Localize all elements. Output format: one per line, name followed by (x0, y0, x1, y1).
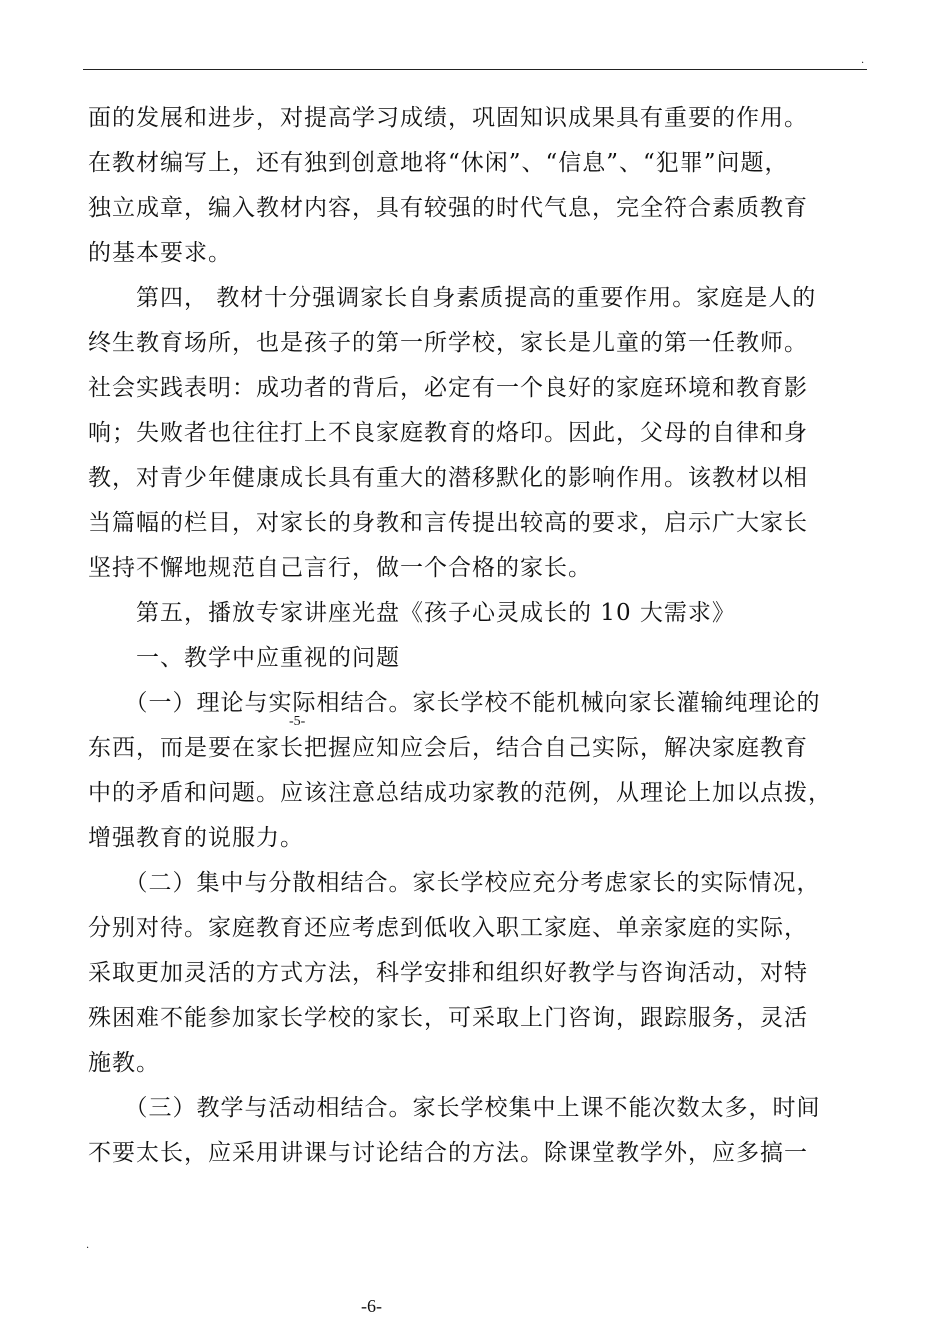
text-line: 一、教学中应重视的问题 (88, 645, 400, 671)
text-line: 响；失败者也往往打上不良家庭教育的烙印。因此，父母的自律和身 (88, 420, 808, 446)
text-line: 增强教育的说服力。 (88, 825, 304, 851)
text-line: 殊困难不能参加家长学校的家长，可采取上门咨询，跟踪服务，灵活 (88, 1005, 808, 1031)
footer-mark: . (86, 1240, 90, 1251)
text-line: 社会实践表明：成功者的背后，必定有一个良好的家庭环境和教育影 (88, 375, 808, 401)
header-mark: . (861, 55, 865, 66)
text-line: 分别对待。家庭教育还应考虑到低收入职工家庭、单亲家庭的实际， (88, 915, 808, 941)
text-line: 独立成章，编入教材内容，具有较强的时代气息，完全符合素质教育 (88, 195, 808, 221)
text-line: 在教材编写上，还有独到创意地将“休闲”、“信息”、“犯罪”问题， (88, 150, 789, 176)
text-line: （二）集中与分散相结合。家长学校应充分考虑家长的实际情况， (88, 870, 821, 896)
text-line: 不要太长，应采用讲课与讨论结合的方法。除课堂教学外，应多搞一 (88, 1140, 808, 1166)
text-line: 中的矛盾和问题。应该注意总结成功家教的范例，从理论上加以点拨， (88, 780, 832, 806)
header-rule (83, 69, 867, 70)
text-line: 东西，而是要在家长把握应知应会后，结合自己实际，解决家庭教育 (88, 735, 808, 761)
text-line: 当篇幅的栏目，对家长的身教和言传提出较高的要求，启示广大家长 (88, 510, 808, 536)
text-line: 终生教育场所，也是孩子的第一所学校，家长是儿童的第一任教师。 (88, 330, 808, 356)
text-line: （一）理论与实际相结合。家长学校不能机械向家长灌输纯理论的 (88, 690, 821, 716)
page-number: -6- (361, 1296, 382, 1316)
inner-page-number: -5- (289, 714, 306, 729)
text-line: 第五，播放专家讲座光盘《孩子心灵成长的 10 大需求》 (88, 600, 736, 626)
text-line: 面的发展和进步，对提高学习成绩，巩固知识成果具有重要的作用。 (88, 105, 808, 131)
text-line: 坚持不懈地规范自己言行，做一个合格的家长。 (88, 555, 592, 581)
text-line: 施教。 (88, 1050, 160, 1076)
text-line: 采取更加灵活的方式方法，科学安排和组织好教学与咨询活动，对特 (88, 960, 808, 986)
text-line: 第四， 教材十分强调家长自身素质提高的重要作用。家庭是人的 (88, 285, 817, 311)
text-line: （三）教学与活动相结合。家长学校集中上课不能次数太多，时间 (88, 1095, 821, 1121)
text-line: 的基本要求。 (88, 240, 232, 266)
text-line: 教，对青少年健康成长具有重大的潜移默化的影响作用。该教材以相 (88, 465, 808, 491)
